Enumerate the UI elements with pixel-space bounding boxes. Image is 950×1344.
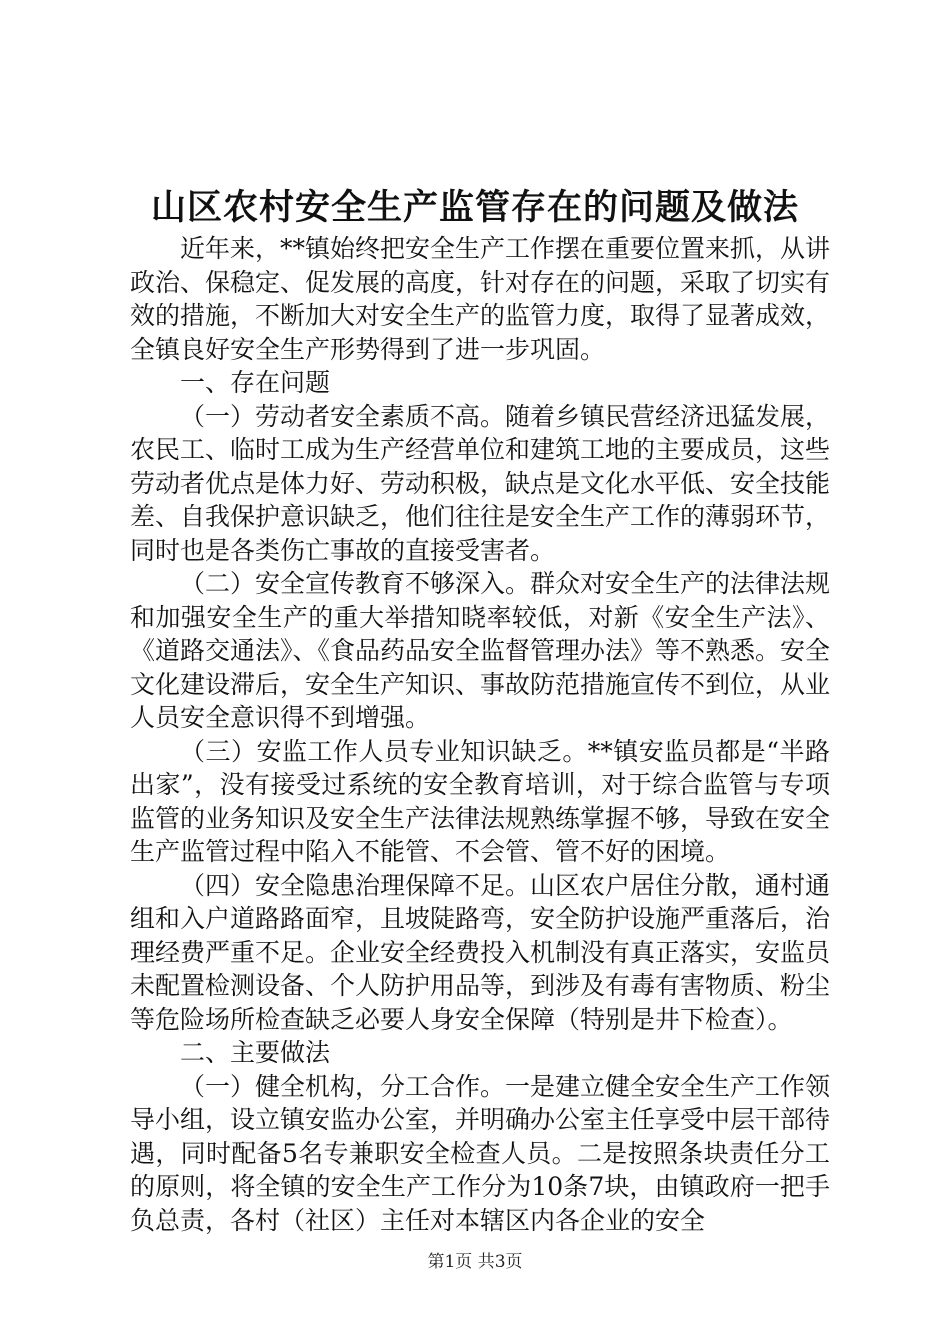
paragraph-problem-2: （二）安全宣传教育不够深入。群众对安全生产的法律法规和加强安全生产的重大举措知晓率较低，对新《安全生产法》、《道路交通法》、《食品药品安全监督管理办法》等不熟悉。安全文化建设滞后，安全生产知识、事故防范措施宣传不到位，从业人员安全意识得不到增强。 — [130, 569, 831, 732]
paragraph-measure-1: （一）健全机构，分工合作。一是建立健全安全生产工作领导小组，设立镇安监办公室，并明确办公室主任享受中层干部待遇，同时配备5名专兼职安全检查人员。二是按照条块责任分工的原则，将全镇的安全生产工作分为10条7块，由镇政府一把手负总责，各村（社区）主任对本辖区内各企业的安全 — [130, 1071, 831, 1235]
page-footer: 第1页 共3页 — [427, 1252, 523, 1272]
paragraph-problem-1: （一）劳动者安全素质不高。随着乡镇民营经济迅猛发展，农民工、临时工成为生产经营单位和建筑工地的主要成员，这些劳动者优点是体力好、劳动积极，缺点是文化水平低、安全技能差、自我保护意识缺乏，他们往往是安全生产工作的薄弱环节，同时也是各类伤亡事故的直接受害者。 — [130, 401, 831, 565]
paragraph-intro: 近年来，**镇始终把安全生产工作摆在重要位置来抓，从讲政治、保稳定、促发展的高度，针对存在的问题，采取了切实有效的措施，不断加大对安全生产的监管力度，取得了显著成效，全镇良好安全生产形势得到了进一步巩固。 — [130, 234, 831, 364]
document-title: 山区农村安全生产监管存在的问题及做法 — [150, 187, 799, 228]
document-body — [130, 232, 830, 1237]
section-heading-measures: 二、主要做法 — [180, 1038, 331, 1067]
section-heading-problems: 一、存在问题 — [180, 368, 331, 397]
paragraph-problem-4: （四）安全隐患治理保障不足。山区农户居住分散，通村通组和入户道路路面窄，且坡陡路弯，安全防护设施严重落后，治理经费严重不足。企业安全经费投入机制没有真正落实，安监员未配置检测设备、个人防护用品等，到涉及有毒有害物质、粉尘等危险场所检查缺乏必要人身安全保障（特别是井下检查）。 — [130, 870, 831, 1034]
paragraph-problem-3: （三）安监工作人员专业知识缺乏。**镇安监员都是“半路出家”，没有接受过系统的安全教育培训，对于综合监管与专项监管的业务知识及安全生产法律法规熟练掌握不够，导致在安全生产监管过程中陷入不能管、不会管、管不好的困境。 — [130, 736, 831, 866]
